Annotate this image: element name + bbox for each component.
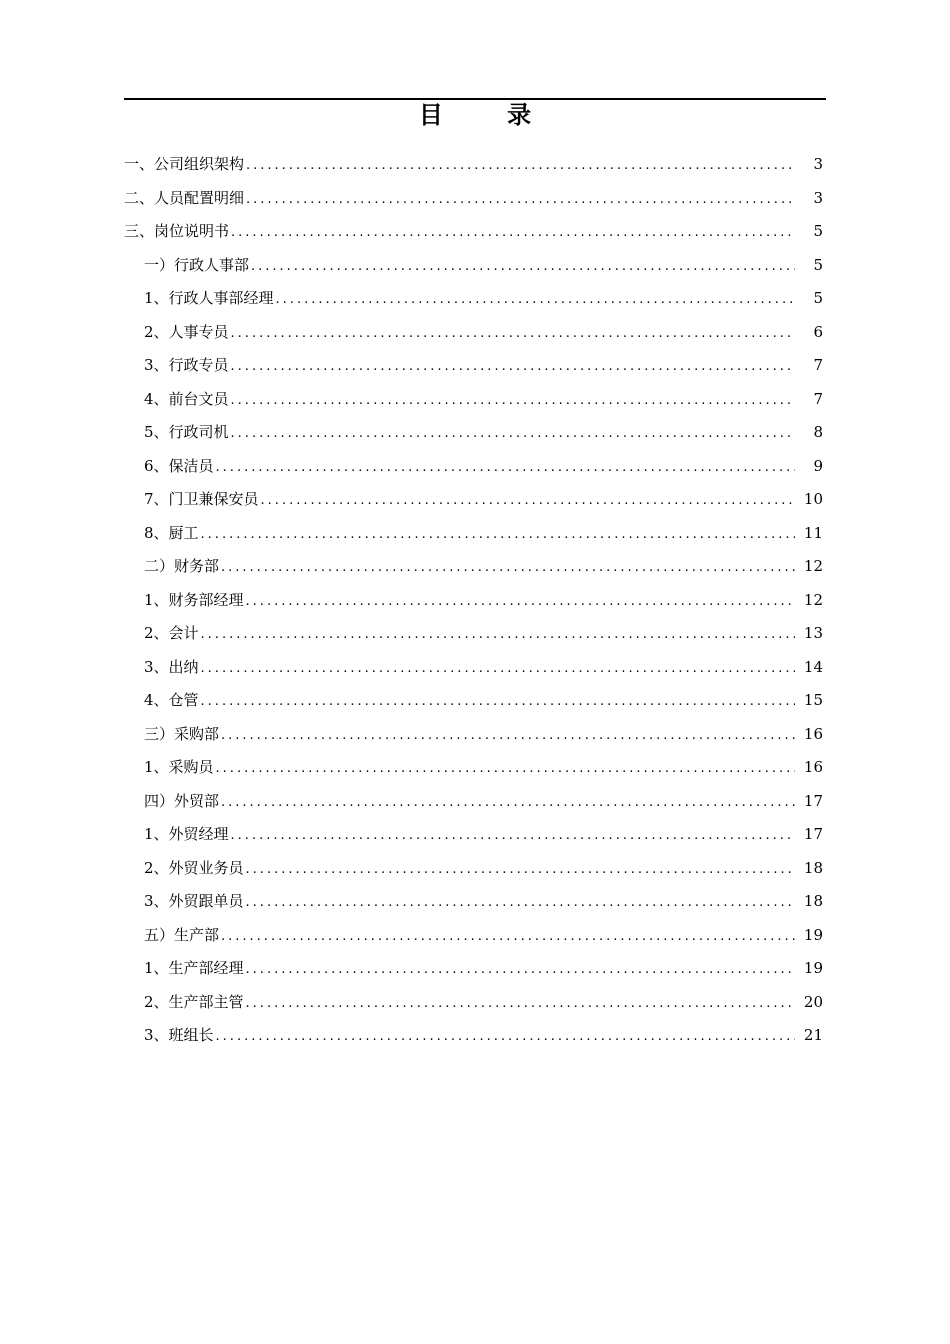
toc-title: 目 录 [418,100,560,129]
toc-entry[interactable] [124,986,826,1020]
toc-entry[interactable] [124,550,826,584]
toc-entry-label: 1、生产部经理 [144,959,244,977]
table-of-contents [124,148,826,1053]
toc-entry-page-number: 3 [813,188,823,207]
toc-entry-page-number: 16 [803,724,823,743]
dot-leader [231,819,795,853]
toc-entry-label: 3、出纳 [144,657,199,676]
toc-entry[interactable] [124,483,826,517]
toc-entry-label: 3、班组长 [144,1026,214,1044]
toc-entry-label: 三、岗位说明书 [124,222,230,240]
dot-leader [201,652,795,686]
dot-leader [246,149,795,183]
toc-entry[interactable] [124,584,826,618]
toc-entry-label: 1、财务部经理 [144,590,244,609]
toc-entry-page-number: 7 [813,356,823,374]
dot-leader [221,719,795,753]
toc-entry[interactable] [124,316,826,350]
toc-entry-label: 8、厨工 [144,523,199,542]
toc-entry-label: 一、公司组织架构 [124,155,245,173]
toc-entry[interactable] [124,1019,826,1053]
toc-entry-page-number: 5 [813,255,823,274]
toc-entry-page-number: 12 [803,557,823,575]
dot-leader [246,987,795,1021]
toc-entry-page-number: 9 [813,456,823,475]
toc-entry-label: 3、外贸跟单员 [144,892,244,910]
toc-entry[interactable] [124,885,826,919]
toc-entry[interactable] [124,182,826,216]
dot-leader [246,953,795,987]
toc-entry[interactable] [124,718,826,752]
dot-leader [201,618,795,652]
toc-entry-page-number: 14 [803,657,823,676]
toc-entry[interactable] [124,148,826,182]
dot-leader [261,484,795,518]
toc-entry[interactable] [124,818,826,852]
toc-entry-label: 7、门卫兼保安员 [144,490,259,508]
dot-leader [216,1020,795,1054]
toc-entry-label: 一）行政人事部 [144,255,250,274]
toc-entry-label: 二）财务部 [144,557,220,575]
dot-leader [276,283,795,317]
toc-entry-page-number: 7 [813,389,823,408]
dot-leader [231,216,795,250]
toc-entry-page-number: 16 [803,758,823,776]
dot-leader [246,886,795,920]
toc-entry-label: 2、人事专员 [144,322,229,341]
toc-entry-page-number: 18 [803,892,823,910]
toc-entry-label: 1、采购员 [144,758,214,776]
toc-entry-page-number: 5 [813,222,823,240]
toc-entry-page-number: 18 [803,858,823,877]
toc-entry-label: 3、行政专员 [144,356,229,374]
toc-entry-label: 1、行政人事部经理 [144,289,274,307]
toc-entry-page-number: 5 [813,289,823,307]
toc-entry[interactable] [124,249,826,283]
dot-leader [221,786,795,820]
toc-entry[interactable] [124,651,826,685]
dot-leader [216,752,795,786]
toc-entry[interactable] [124,517,826,551]
toc-entry-page-number: 11 [803,523,823,542]
toc-entry[interactable] [124,282,826,316]
toc-entry-label: 2、会计 [144,624,199,642]
dot-leader [201,685,795,719]
toc-entry[interactable] [124,383,826,417]
toc-entry-label: 2、生产部主管 [144,992,244,1011]
dot-leader [231,384,795,418]
dot-leader [231,350,795,384]
toc-entry[interactable] [124,349,826,383]
toc-entry-label: 6、保洁员 [144,456,214,475]
dot-leader [231,417,795,451]
dot-leader [201,518,795,552]
dot-leader [251,250,795,284]
toc-entry-page-number: 20 [803,992,823,1011]
dot-leader [221,551,795,585]
toc-entry-label: 2、外贸业务员 [144,858,244,877]
toc-entry-page-number: 13 [803,624,823,642]
toc-entry-page-number: 17 [803,825,823,843]
toc-entry-label: 5、行政司机 [144,423,229,441]
toc-entry-label: 4、前台文员 [144,389,229,408]
toc-entry[interactable] [124,785,826,819]
toc-entry[interactable] [124,416,826,450]
toc-entry-label: 1、外贸经理 [144,825,229,843]
toc-entry-page-number: 21 [803,1026,823,1044]
toc-entry-page-number: 3 [813,155,823,173]
dot-leader [246,585,795,619]
toc-entry[interactable] [124,852,826,886]
toc-entry-page-number: 10 [803,490,823,508]
toc-entry-page-number: 6 [813,322,823,341]
dot-leader [246,853,795,887]
toc-entry-label: 五）生产部 [144,925,220,944]
toc-entry-page-number: 19 [803,959,823,977]
toc-entry[interactable] [124,215,826,249]
toc-entry-label: 三）采购部 [144,724,220,743]
toc-entry-page-number: 17 [803,791,823,810]
toc-entry[interactable] [124,952,826,986]
dot-leader [246,183,795,217]
toc-entry[interactable] [124,751,826,785]
toc-entry-label: 4、仓管 [144,691,199,709]
toc-entry-page-number: 15 [803,691,823,709]
toc-entry-label: 四）外贸部 [144,791,220,810]
toc-entry[interactable] [124,450,826,484]
toc-entry-page-number: 8 [813,423,823,441]
dot-leader [216,451,795,485]
toc-entry[interactable] [124,684,826,718]
toc-entry-page-number: 12 [803,590,823,609]
dot-leader [231,317,795,351]
toc-entry-label: 二、人员配置明细 [124,188,245,207]
toc-entry[interactable] [124,617,826,651]
toc-entry[interactable] [124,919,826,953]
dot-leader [221,920,795,954]
toc-entry-page-number: 19 [803,925,823,944]
